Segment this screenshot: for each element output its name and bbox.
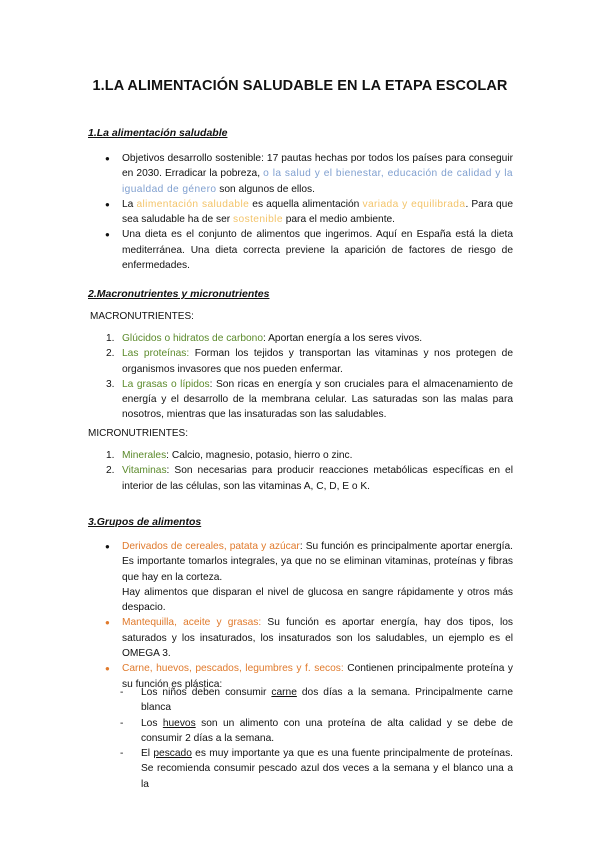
bullet-icon: ● bbox=[105, 230, 110, 240]
list-item: ● Una dieta es el conjunto de alimentos que ingerimos. Aquí en España está la dieta mediterránea. Una dieta correcta previene la aparición de factores de riesgo de enfermedades. bbox=[105, 229, 513, 272]
list-item: ● Objetivos desarrollo sostenible: 17 pautas hechas por todos los países para conseguir en 2030. Erradicar la pobreza, o la salud y el bienestar, educación de calidad y la igualdad de género son algunos de ellos. bbox=[105, 153, 513, 195]
bullet-icon: ● bbox=[105, 664, 110, 674]
micronutrients-label: MICRONUTRIENTES: bbox=[88, 428, 188, 439]
list-item: 2. Vitaminas: Son necesarias para producir reacciones metabólicas específicas en el interior de las células, son las vitaminas A, C, D, E o K. bbox=[106, 465, 513, 492]
section-2-heading: 2.Macronutrientes y micronutrientes bbox=[88, 288, 270, 300]
list-item: 3. La grasas o lípidos: Son ricas en energía y son cruciales para el almacenamiento de energía y el desarrollo de la membrana celular. Las saturadas son las malas para nosotros, mientras que las insaturadas son las saludables. bbox=[106, 378, 514, 421]
micronutrients-list bbox=[106, 448, 513, 494]
list-item: 2. Las proteínas: Forman los tejidos y transportan las vitaminas y nos protegen de organismos invasores que nos pueden enfermar. bbox=[106, 348, 514, 375]
list-item: ● Carne, huevos, pescados, legumbres y f. secos: Contienen principalmente proteína y su función es plástica: bbox=[105, 663, 514, 690]
section-1-list bbox=[105, 151, 514, 273]
bullet-icon: ● bbox=[105, 618, 110, 628]
list-item: 1. Glúcidos o hidratos de carbono: Aportan energía a los seres vivos. bbox=[106, 333, 423, 344]
list-item: ● Derivados de cereales, patata y azúcar: Su función es principalmente aportar energía. Es importante tomarlos integrales, ya que no se eliminan vitaminas, proteínas y fibras que hay en la corteza. Hay alimentos que disparan el nivel de glucosa en sangre rápidamente y otros más despacio. bbox=[105, 541, 513, 614]
bullet-icon: ● bbox=[105, 154, 110, 163]
list-item: - Los huevos son un alimento con una proteína de alta calidad y se debe de consumir 2 días a la semana. bbox=[120, 717, 513, 744]
page-title: 1.LA ALIMENTACIÓN SALUDABLE EN LA ETAPA ESCOLAR bbox=[92, 78, 508, 94]
list-item: ● Mantequilla, aceite y grasas: Su función es aportar energía, hay dos tipos, los saturados y los insaturados, los insaturados son los saludables, un ejemplo es el OMEGA 3. bbox=[105, 617, 513, 660]
macronutrients-label: MACRONUTRIENTES: bbox=[90, 311, 194, 322]
section-3-heading: 3.Grupos de alimentos bbox=[88, 516, 202, 528]
bullet-icon: ● bbox=[105, 199, 110, 209]
list-item: - Los niños deben consumir carne dos días a la semana. Principalmente carne blanca bbox=[120, 687, 513, 714]
section-1-heading: 1.La alimentación saludable bbox=[88, 127, 228, 139]
list-item: - El pescado es muy importante ya que es una fuente principalmente de proteínas. Se recomienda consumir pescado azul dos veces a la semana y el blanco una a la bbox=[120, 748, 513, 790]
bullet-icon: ● bbox=[105, 542, 110, 551]
protein-sublist bbox=[120, 685, 513, 792]
list-item: ● La alimentación saludable es aquella alimentación variada y equilibrada. Para que sea saludable ha de ser sostenible para el medio ambiente. bbox=[105, 198, 514, 226]
macronutrients-list bbox=[106, 331, 514, 423]
list-item: 1. Minerales: Calcio, magnesio, potasio, hierro o zinc. bbox=[106, 450, 353, 461]
food-groups-list bbox=[105, 539, 514, 692]
